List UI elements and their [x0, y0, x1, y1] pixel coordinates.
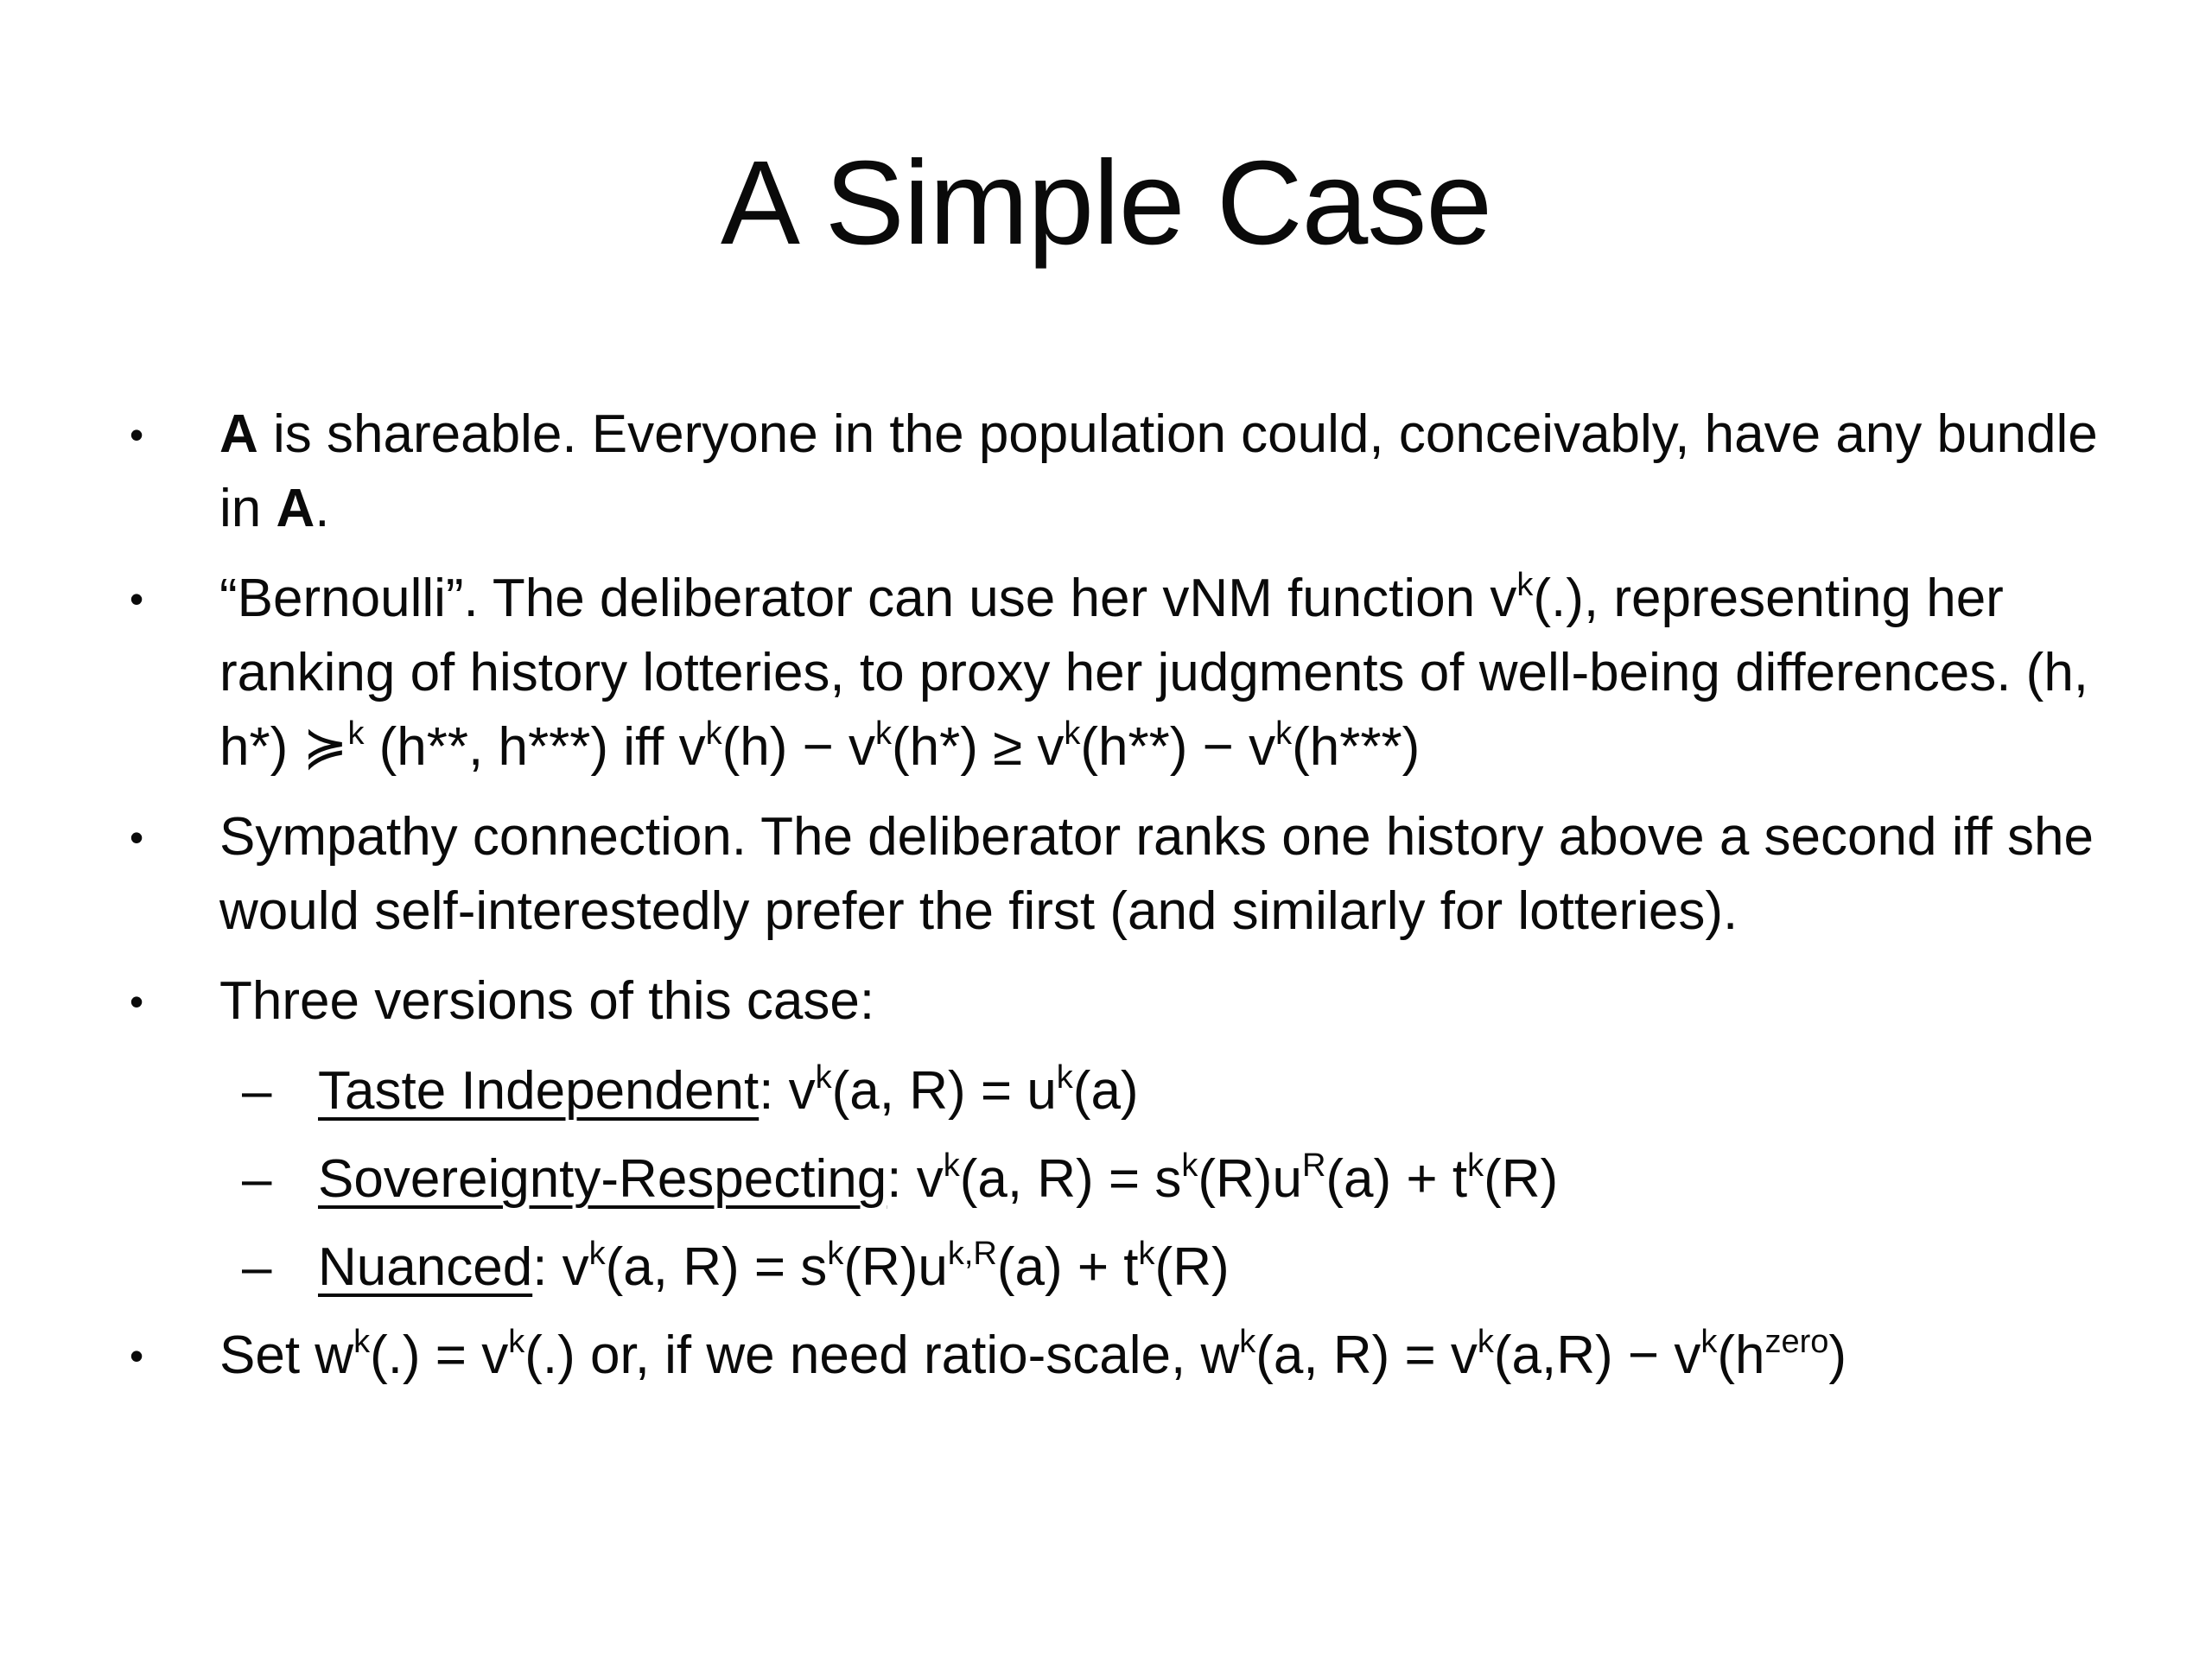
slide-title: A Simple Case [720, 137, 1492, 270]
superscript-k: k [1181, 1147, 1198, 1184]
superscript-k: k [1477, 1324, 1494, 1360]
text: Sympathy connection. The deliberator ranks one history above a second iff she would self-interestedly prefer the first (and similarly for lotteries). [219, 807, 2094, 941]
text: ) [1828, 1325, 1847, 1385]
superscript-k: k [588, 1236, 606, 1272]
bullet-list [130, 397, 2117, 1408]
bullet-bernoulli [130, 562, 2117, 785]
superscript-k: k [1467, 1147, 1484, 1184]
text: (a, R) = s [959, 1149, 1182, 1209]
superscript-k: k [1064, 715, 1081, 752]
text: (h**, h***) iff v [364, 717, 706, 777]
text: (.) or, if we need ratio-scale, w [524, 1325, 1240, 1385]
sub-nuanced [130, 1230, 2117, 1305]
text: (R) [1484, 1149, 1559, 1209]
text: (.) = v [370, 1325, 509, 1385]
text: : v [759, 1061, 816, 1121]
bullet-set-w [130, 1319, 2117, 1393]
dash-icon: – [242, 1237, 272, 1297]
text: (a) + t [996, 1237, 1139, 1297]
text: Set w [219, 1325, 354, 1385]
bold-a: A [219, 404, 258, 464]
text: (R)u [1198, 1149, 1302, 1209]
superscript-k: k [1138, 1236, 1155, 1272]
superscript-r: R [1301, 1147, 1326, 1184]
text: (a, R) = v [1255, 1325, 1478, 1385]
bold-a: A [276, 479, 315, 538]
superscript-k: k [1275, 715, 1293, 752]
text: (R)u [843, 1237, 948, 1297]
superscript-k: k [1056, 1059, 1073, 1096]
text: : v [532, 1237, 589, 1297]
sub-label: Nuanced [318, 1237, 533, 1297]
dash-icon: – [242, 1061, 272, 1121]
text: (a) + t [1325, 1149, 1468, 1209]
superscript-k: k [1239, 1324, 1256, 1360]
text: : v [887, 1149, 944, 1209]
text: Three versions of this case: [219, 971, 875, 1031]
text: (R) [1154, 1237, 1230, 1297]
sub-label: Sovereignty-Respecting [318, 1149, 887, 1209]
text: (a, R) = u [831, 1061, 1057, 1121]
superscript-k: k [1700, 1324, 1718, 1360]
bullet-dot-icon: • [130, 412, 144, 457]
text: . [315, 479, 330, 538]
text: (a, R) = s [605, 1237, 828, 1297]
bullet-three-versions [130, 964, 2117, 1039]
superscript-k: k [508, 1324, 525, 1360]
text: (h**) − v [1080, 717, 1276, 777]
superscript-k: k [1516, 567, 1534, 603]
bullet-dot-icon: • [130, 979, 144, 1024]
bullet-sympathy [130, 800, 2117, 949]
text: is shareable. Everyone in the population could, conceivably, have any bundle in [219, 404, 2098, 538]
bullet-shareable [130, 397, 2117, 546]
superscript-zero: zero [1764, 1324, 1829, 1360]
text: (a) [1072, 1061, 1139, 1121]
superscript-k: k [705, 715, 722, 752]
sub-label: Taste Independent [318, 1061, 760, 1121]
sub-sovereignty-respecting [130, 1142, 2117, 1217]
text: (a,R) − v [1493, 1325, 1701, 1385]
superscript-k: k [815, 1059, 832, 1096]
bullet-dot-icon: • [130, 815, 144, 860]
superscript-k: k [875, 715, 893, 752]
text: (.), representing her ranking of history lotteries, to proxy her judgments of well-being differences. (h, h*) [219, 569, 2089, 777]
text: “Bernoulli”. The deliberator can use her vNM function v [219, 569, 1517, 628]
text: (h*) ≥ v [892, 717, 1065, 777]
text: (h) − v [721, 717, 876, 777]
superscript-k: k [943, 1147, 960, 1184]
sub-taste-independent [130, 1054, 2117, 1128]
bullet-dot-icon: • [130, 1333, 144, 1378]
bullet-dot-icon: • [130, 576, 144, 621]
relation-symbol: ≽ [302, 717, 348, 777]
text: (h [1717, 1325, 1765, 1385]
superscript-k: k [353, 1324, 371, 1360]
dash-icon: – [242, 1149, 272, 1209]
superscript-k: k [347, 715, 365, 752]
superscript-k: k [827, 1236, 844, 1272]
text: (h***) [1292, 717, 1421, 777]
superscript-kr: k,R [947, 1236, 997, 1272]
